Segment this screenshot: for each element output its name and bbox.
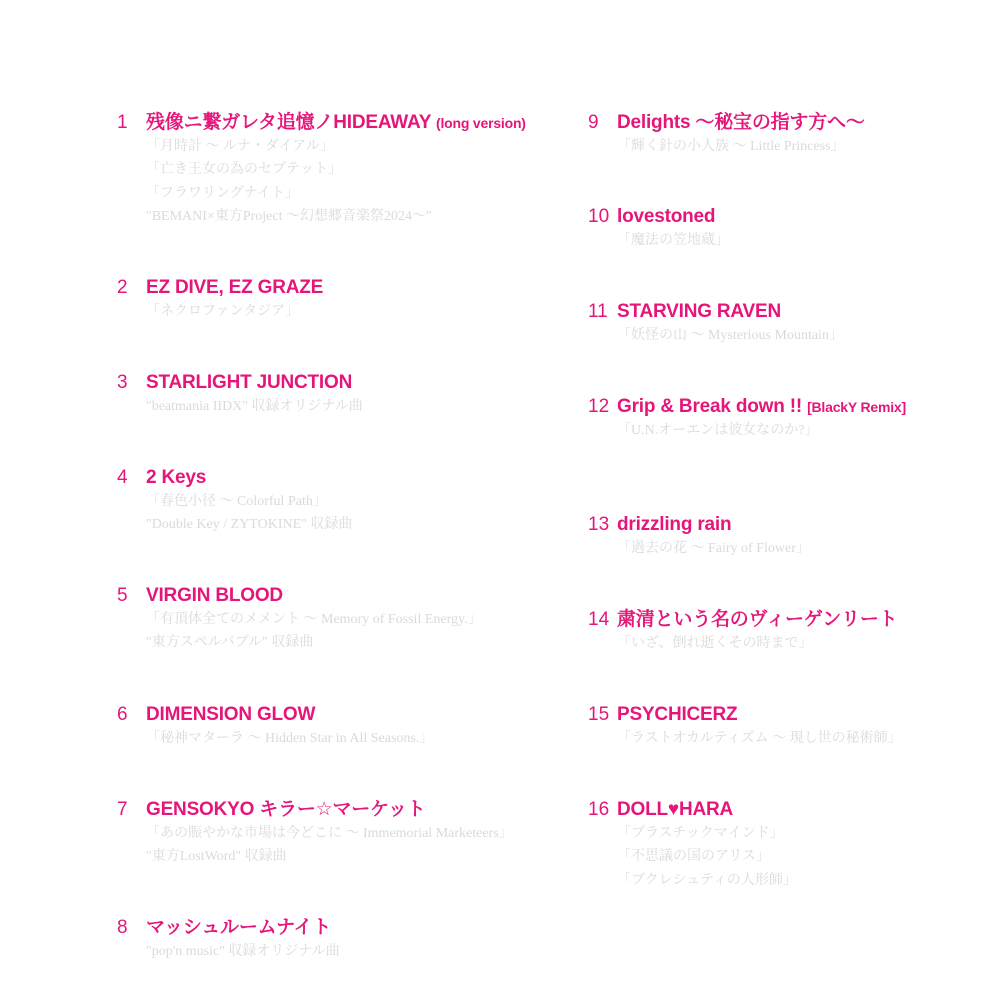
track-title xyxy=(617,798,733,822)
track-note: 「フラワリングナイト」 xyxy=(146,185,299,201)
track-title xyxy=(146,703,315,727)
track-title-main: マッシュルームナイト xyxy=(146,917,332,938)
track-title xyxy=(617,395,906,419)
track-title-main: drizzling rain xyxy=(617,514,732,535)
track-title xyxy=(617,111,865,135)
track-number: 1 xyxy=(117,112,128,133)
track-note: 「輝く針の小人族 ～ Little Princess」 xyxy=(617,139,845,154)
track-notes xyxy=(146,395,363,418)
track-title-main: DOLL♥HARA xyxy=(617,799,734,820)
track-notes xyxy=(617,632,812,655)
track-number: 7 xyxy=(117,799,128,820)
track-notes xyxy=(146,940,340,963)
track-notes xyxy=(146,490,352,537)
track-note: 「月時計 ～ ルナ・ダイアル」 xyxy=(146,139,334,154)
track-title-main: Delights ～秘宝の指す方へ～ xyxy=(617,112,865,133)
track-title xyxy=(146,798,426,822)
track-title xyxy=(617,513,731,537)
track-title-main: 2 Keys xyxy=(146,467,207,488)
track-title-sub: (long version) xyxy=(436,115,526,131)
track-number: 14 xyxy=(588,609,610,630)
track-notes xyxy=(146,727,433,750)
track-number: 12 xyxy=(588,396,610,417)
track-number: 10 xyxy=(588,206,610,227)
track-notes xyxy=(146,822,513,869)
track-note: "beatmania IIDX" 収録オリジナル曲 xyxy=(146,399,363,414)
track-title xyxy=(617,205,715,229)
track-notes xyxy=(617,822,797,892)
track-number: 13 xyxy=(588,514,610,535)
track-note: 「秘神マターラ ～ Hidden Star in All Seasons.」 xyxy=(146,731,434,746)
track-note: 「いざ、倒れ逝くその時まで」 xyxy=(617,636,813,651)
track-title-main: 粛清という名のヴィーゲンリート xyxy=(617,609,898,630)
track-number: 5 xyxy=(117,585,128,606)
track-notes xyxy=(617,135,845,158)
track-note: 「妖怪の山 ～ Mysterious Mountain」 xyxy=(617,328,843,343)
track-title-main: PSYCHICERZ xyxy=(617,704,738,725)
track-notes xyxy=(617,537,810,560)
track-note: "BEMANI×東方Project ～幻想郷音楽祭2024～" xyxy=(146,208,432,224)
track-note: 「プラスチックマインド」 xyxy=(617,826,784,841)
track-notes xyxy=(617,727,902,750)
track-note: "東方スペルバブル" 収録曲 xyxy=(146,635,314,651)
track-note: "Double Key / ZYTOKINE" 収録曲 xyxy=(146,517,353,533)
track-title xyxy=(617,300,781,324)
track-note: 「魔法の笠地蔵」 xyxy=(617,233,729,248)
track-title xyxy=(617,608,897,632)
track-number: 9 xyxy=(588,112,599,133)
track-title xyxy=(146,916,331,940)
track-title-main: DIMENSION GLOW xyxy=(146,704,316,725)
track-note: 「春色小径 ～ Colorful Path」 xyxy=(146,494,327,509)
track-title-main: 残像ニ繋ガレタ追憶ノHIDEAWAY xyxy=(146,112,431,133)
track-title xyxy=(146,111,526,135)
track-title-main: EZ DIVE, EZ GRAZE xyxy=(146,277,324,298)
track-note: 「過去の花 ～ Fairy of Flower」 xyxy=(617,541,810,556)
track-note: 「ネクロファンタジア」 xyxy=(146,304,300,319)
track-number: 16 xyxy=(588,799,610,820)
track-note: 「ブクレシュティの人形師」 xyxy=(617,872,797,888)
track-title-main: STARVING RAVEN xyxy=(617,301,781,322)
track-notes xyxy=(146,608,482,655)
track-title xyxy=(617,703,737,727)
track-title xyxy=(146,466,206,490)
track-notes xyxy=(617,324,843,347)
track-number: 8 xyxy=(117,917,128,938)
track-notes xyxy=(617,229,729,252)
track-title-main: GENSOKYO キラー☆マーケット xyxy=(146,799,426,820)
track-title xyxy=(146,371,352,395)
track-note: "pop'n music" 収録オリジナル曲 xyxy=(146,944,340,959)
track-notes xyxy=(617,419,818,442)
track-title-main: lovestoned xyxy=(617,206,716,227)
track-title-main: STARLIGHT JUNCTION xyxy=(146,372,353,393)
track-number: 4 xyxy=(117,467,128,488)
track-title-main: VIRGIN BLOOD xyxy=(146,585,283,606)
track-notes xyxy=(146,135,432,228)
track-title-main: Grip & Break down !! xyxy=(617,396,802,417)
track-title-sub: [BlackY Remix] xyxy=(807,399,906,415)
track-note: "東方LostWord" 収録曲 xyxy=(146,849,287,865)
track-title xyxy=(146,276,323,300)
track-title xyxy=(146,584,283,608)
track-note: 「亡き王女の為のセプテット」 xyxy=(146,162,342,178)
track-note: 「有頂体全てのメメント ～ Memory of Fossil Energy.」 xyxy=(146,612,482,627)
track-note: 「U.N.オーエンは彼女なのか?」 xyxy=(617,423,819,438)
track-number: 15 xyxy=(588,704,610,725)
track-number: 2 xyxy=(117,277,128,298)
track-note: 「あの賑やかな市場は今どこに ～ Immemorial Marketeers」 xyxy=(146,826,513,841)
track-number: 6 xyxy=(117,704,128,725)
track-number: 11 xyxy=(588,301,608,322)
track-note: 「不思議の国のアリス」 xyxy=(617,849,771,865)
track-note: 「ラストオカルティズム ～ 現し世の秘術師」 xyxy=(617,731,902,746)
track-number: 3 xyxy=(117,372,128,393)
track-notes xyxy=(146,300,299,323)
